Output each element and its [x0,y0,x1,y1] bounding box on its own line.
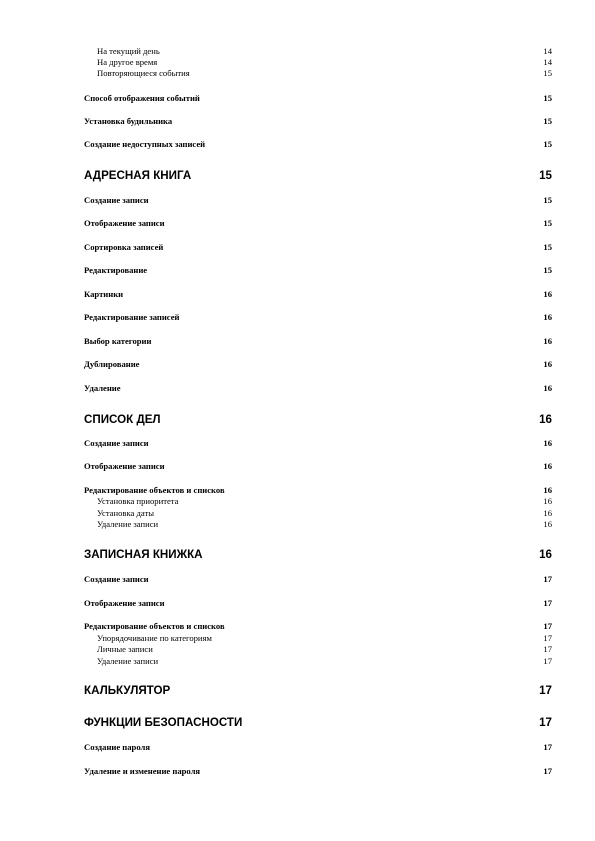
toc-entry [84,93,552,104]
toc-chapter [84,548,552,562]
toc-chapter-title: СПИСОК ДЕЛ [84,413,161,426]
toc-entry-page: 15 [543,68,552,78]
toc-entry-title: Дублирование [84,359,140,369]
toc-entry-title: Повторяющиеся события [97,68,190,78]
toc-chapter-title: АДРЕСНАЯ КНИГА [84,169,192,182]
toc-entry-page: 14 [543,46,552,56]
toc-entry-title: Редактирование объектов и списков [84,485,225,495]
toc-entry [84,598,552,609]
toc-entry-title: Отображение записи [84,461,165,471]
toc-entry-title: Картинки [84,289,124,299]
toc-chapter-page: 15 [539,169,552,182]
toc-entry-page: 17 [543,656,552,666]
toc-entry [97,496,552,507]
toc-entry-page: 15 [543,242,552,252]
toc-chapter-page: 16 [539,413,552,426]
toc-entry-page: 16 [543,461,552,471]
toc-entry-title: Создание записи [84,438,149,448]
toc-entry [97,656,552,667]
toc-entry-page: 17 [543,621,552,631]
toc-entry-page: 15 [543,93,552,103]
toc-entry-title: Отображение записи [84,598,165,608]
toc-chapter-page: 17 [539,716,552,729]
toc-entry-title: Личные записи [97,644,153,654]
toc-entry [97,633,552,644]
toc-entry [84,438,552,449]
toc-entry-title: Отображение записи [84,218,165,228]
toc-entry-title: Удаление записи [97,656,159,666]
toc-entry [84,312,552,323]
toc-entry-title: На другое время [97,57,158,67]
toc-entry [84,621,552,632]
toc-entry-page: 17 [543,574,552,584]
toc-entry-title: Установка приоритета [97,496,179,506]
toc-entry-title: Редактирование записей [84,312,180,322]
toc-entry [84,139,552,150]
toc-entry-page: 15 [543,218,552,228]
toc-entry [97,644,552,655]
toc-entry-title: На текущий день [97,46,160,56]
toc-entry [97,519,552,530]
toc-entry-page: 14 [543,57,552,67]
toc-entry-title: Упорядочивание по категориям [97,633,212,643]
toc-chapter-title: КАЛЬКУЛЯТОР [84,684,171,697]
toc-entry-title: Создание записи [84,195,149,205]
toc-entry [97,508,552,519]
toc-chapter-page: 17 [539,684,552,697]
toc-entry [84,383,552,394]
toc-chapter [84,169,552,183]
toc-entry-page: 16 [543,496,552,506]
toc-entry-page: 15 [543,139,552,149]
toc-entry-title: Способ отображения событий [84,93,200,103]
toc-entry [84,485,552,496]
toc-entry [97,68,552,79]
toc-entry-page: 15 [543,265,552,275]
toc-entry [84,766,552,777]
toc-entry-page: 16 [543,508,552,518]
toc-entry-title: Редактирование объектов и списков [84,621,225,631]
toc-entry-title: Удаление и изменение пароля [84,766,201,776]
toc-entry-page: 16 [543,359,552,369]
toc-entry-page: 16 [543,289,552,299]
toc-entry-page: 16 [543,485,552,495]
toc-entry-page: 17 [543,644,552,654]
toc-entry [84,461,552,472]
toc-chapter-page: 16 [539,548,552,561]
toc-entry [84,289,552,300]
toc-entry-page: 15 [543,116,552,126]
toc-chapter [84,716,552,730]
toc-entry-title: Создание записи [84,574,149,584]
toc-entry-page: 17 [543,598,552,608]
toc-entry-title: Создание пароля [84,742,150,752]
toc-entry-title: Установка даты [97,508,154,518]
toc-chapter-title: ЗАПИСНАЯ КНИЖКА [84,548,203,561]
toc-entry-title: Создание недоступных записей [84,139,206,149]
toc-entry-page: 16 [543,336,552,346]
toc-entry-page: 17 [543,766,552,776]
toc-entry [84,359,552,370]
toc-entry [84,336,552,347]
toc-entry-title: Выбор категории [84,336,152,346]
toc-chapter [84,684,552,698]
toc-entry [84,742,552,753]
toc-entry [97,46,552,57]
toc-entry [84,242,552,253]
toc-entry [84,195,552,206]
toc-entry-title: Редактирование [84,265,148,275]
toc-entry-page: 16 [543,438,552,448]
toc-entry-page: 16 [543,383,552,393]
toc-entry-title: Установка будильника [84,116,173,126]
toc-entry-page: 17 [543,633,552,643]
toc-entry-page: 16 [543,519,552,529]
toc-entry [84,116,552,127]
toc-entry-title: Удаление [84,383,121,393]
toc-entry-title: Удаление записи [97,519,159,529]
toc-entry-page: 16 [543,312,552,322]
toc-entry-page: 15 [543,195,552,205]
toc-entry [84,218,552,229]
toc-entry [84,574,552,585]
toc-entry [84,265,552,276]
toc-chapter [84,413,552,427]
toc-entry-page: 17 [543,742,552,752]
toc-chapter-title: ФУНКЦИИ БЕЗОПАСНОСТИ [84,716,243,729]
toc-entry-title: Сортировка записей [84,242,164,252]
toc-entry [97,57,552,68]
